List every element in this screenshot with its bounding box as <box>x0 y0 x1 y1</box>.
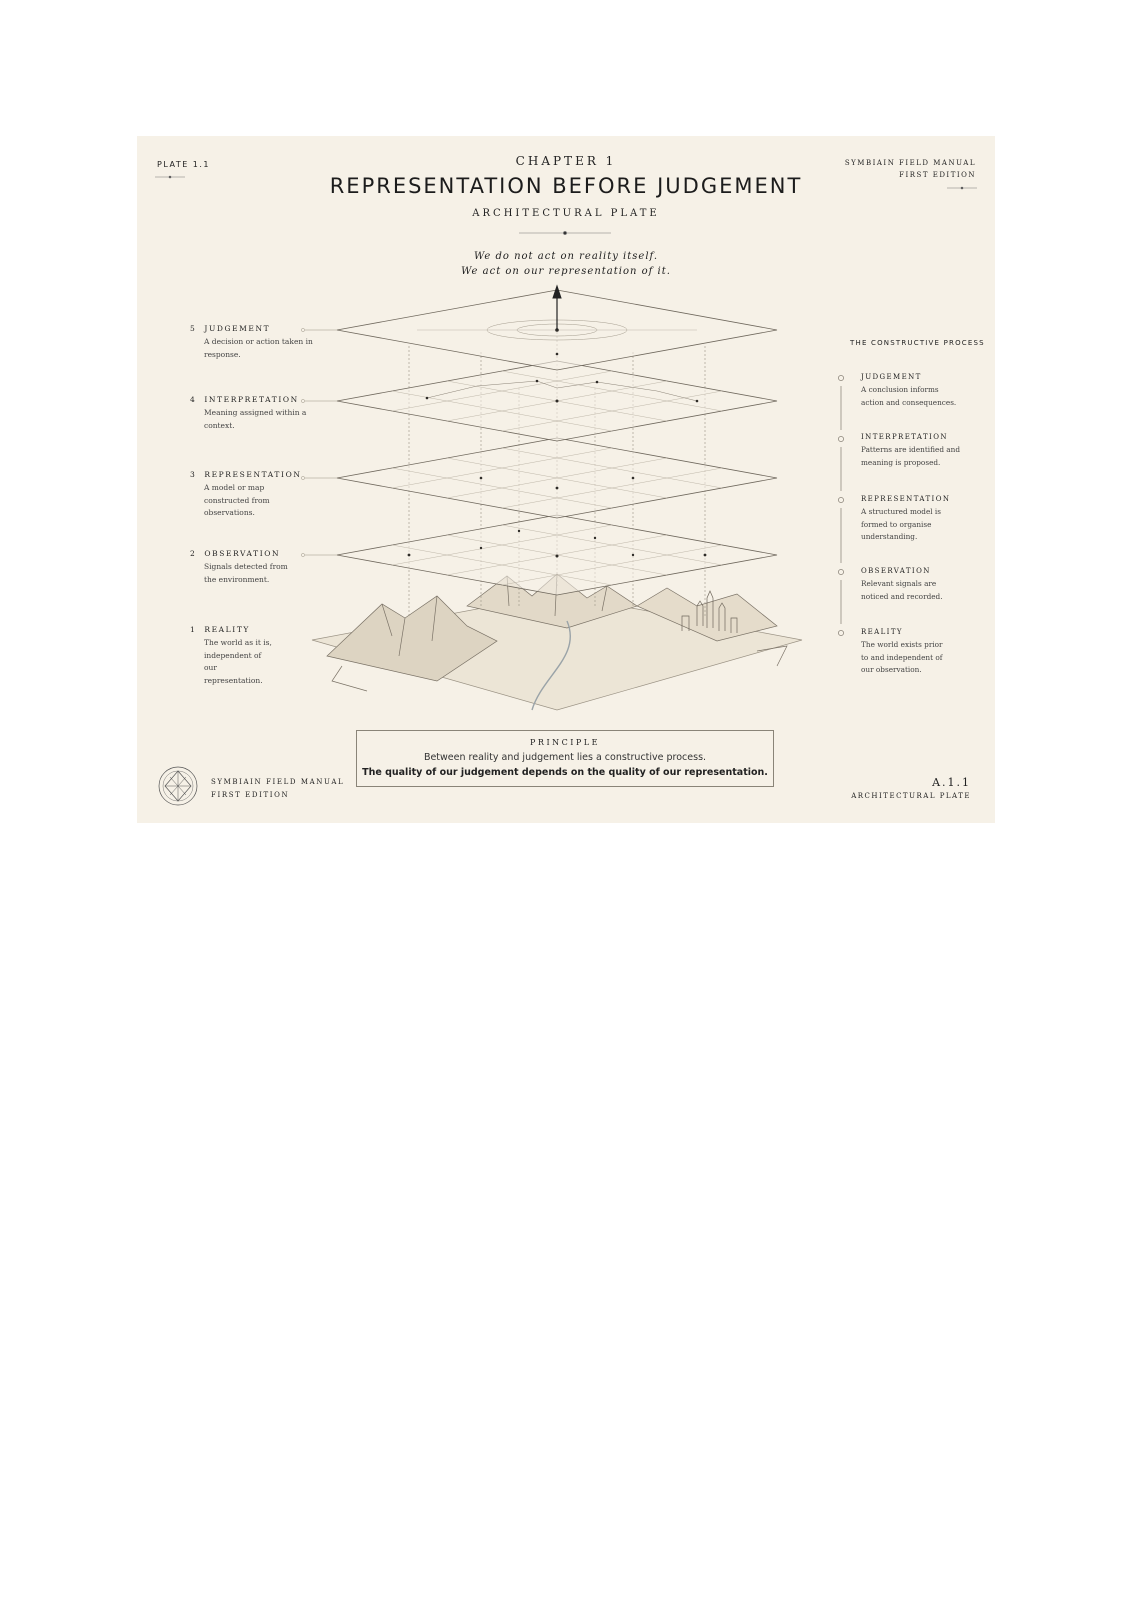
layer-description: Signals detected from the environment. <box>204 562 288 584</box>
footer-manual-name: SYMBIAIN FIELD MANUAL <box>211 778 345 786</box>
layer-description: Meaning assigned within a context. <box>204 408 307 430</box>
process-step-description: Relevant signals are noticed and recorded. <box>861 579 943 601</box>
layer-label-judgement <box>190 324 330 361</box>
architectural-plate <box>137 136 995 823</box>
process-node-reality <box>838 630 843 635</box>
layer-name: INTERPRETATION <box>204 395 299 404</box>
layer-number: 3 <box>190 470 197 479</box>
process-step-name: INTERPRETATION <box>861 433 948 441</box>
plane-layers <box>337 290 777 595</box>
page-title: REPRESENTATION BEFORE JUDGEMENT <box>329 174 803 198</box>
layer-label-interpretation <box>190 395 330 432</box>
layer-number: 2 <box>190 549 197 558</box>
layer-description: A model or map constructed from observations. <box>204 483 270 517</box>
layer-number: 5 <box>190 324 197 333</box>
process-step-name: REPRESENTATION <box>861 495 951 503</box>
process-step-name: OBSERVATION <box>861 567 931 575</box>
layer-number: 4 <box>190 395 197 404</box>
principle-box <box>356 730 774 787</box>
title-ornament-dot <box>563 231 566 234</box>
layer-heading <box>190 324 330 333</box>
footer-plate-type: ARCHITECTURAL PLATE <box>851 792 971 800</box>
plate-subtitle: ARCHITECTURAL PLATE <box>472 208 660 219</box>
label-leaders <box>301 328 337 556</box>
layer-number: 1 <box>190 625 197 634</box>
process-step-name: JUDGEMENT <box>861 373 922 381</box>
quote-line-2: We act on our representation of it. <box>461 266 671 277</box>
layer-description: The world as it is, independent of our representation. <box>204 638 272 685</box>
principle-line-1: Between reality and judgement lies a constructive process. <box>423 752 707 763</box>
plate-code: A.1.1 <box>932 776 971 789</box>
process-step-judgement <box>861 373 971 409</box>
layer-name: REPRESENTATION <box>204 470 302 479</box>
layer-name: OBSERVATION <box>204 549 281 558</box>
manual-name-header: SYMBIAIN FIELD MANUAL <box>844 159 976 167</box>
layer-name: REALITY <box>204 625 250 634</box>
layer-name: JUDGEMENT <box>204 324 271 333</box>
geometric-emblem-icon <box>159 767 197 805</box>
process-timeline <box>838 375 843 635</box>
plate-label: PLATE 1.1 <box>157 160 211 169</box>
principle-line-2: The quality of our judgement depends on the quality of our representation. <box>362 767 768 778</box>
process-step-observation <box>861 567 971 603</box>
principle-heading: PRINCIPLE <box>530 738 600 747</box>
process-step-description: A structured model is formed to organise understanding. <box>861 507 942 541</box>
layer-description: A decision or action taken in response. <box>204 337 313 359</box>
layer-heading <box>190 549 330 558</box>
process-step-description: Patterns are identified and meaning is proposed. <box>861 445 961 467</box>
process-node-interpretation <box>838 436 843 441</box>
layer-heading <box>190 470 330 479</box>
process-step-description: The world exists prior to and independent of our observation. <box>861 640 943 674</box>
process-step-name: REALITY <box>861 628 903 636</box>
process-step-representation <box>861 495 971 544</box>
edition-header: FIRST EDITION <box>899 171 976 179</box>
layer-heading <box>190 395 330 404</box>
representation-plane <box>337 438 777 518</box>
chapter-label: CHAPTER 1 <box>515 154 617 168</box>
process-step-reality <box>861 628 971 677</box>
footer-edition: FIRST EDITION <box>211 791 290 799</box>
quote-line-1: We do not act on reality itself. <box>473 251 659 262</box>
process-title: THE CONSTRUCTIVE PROCESS <box>850 339 985 347</box>
process-step-interpretation <box>861 433 971 469</box>
process-step-description: A conclusion informs action and consequences. <box>861 385 957 407</box>
layer-label-reality <box>190 625 330 687</box>
process-node-observation <box>838 569 843 574</box>
process-node-judgement <box>838 375 843 380</box>
layer-label-observation <box>190 549 330 586</box>
process-node-representation <box>838 497 843 502</box>
layer-heading <box>190 625 330 634</box>
layer-label-representation <box>190 470 330 520</box>
